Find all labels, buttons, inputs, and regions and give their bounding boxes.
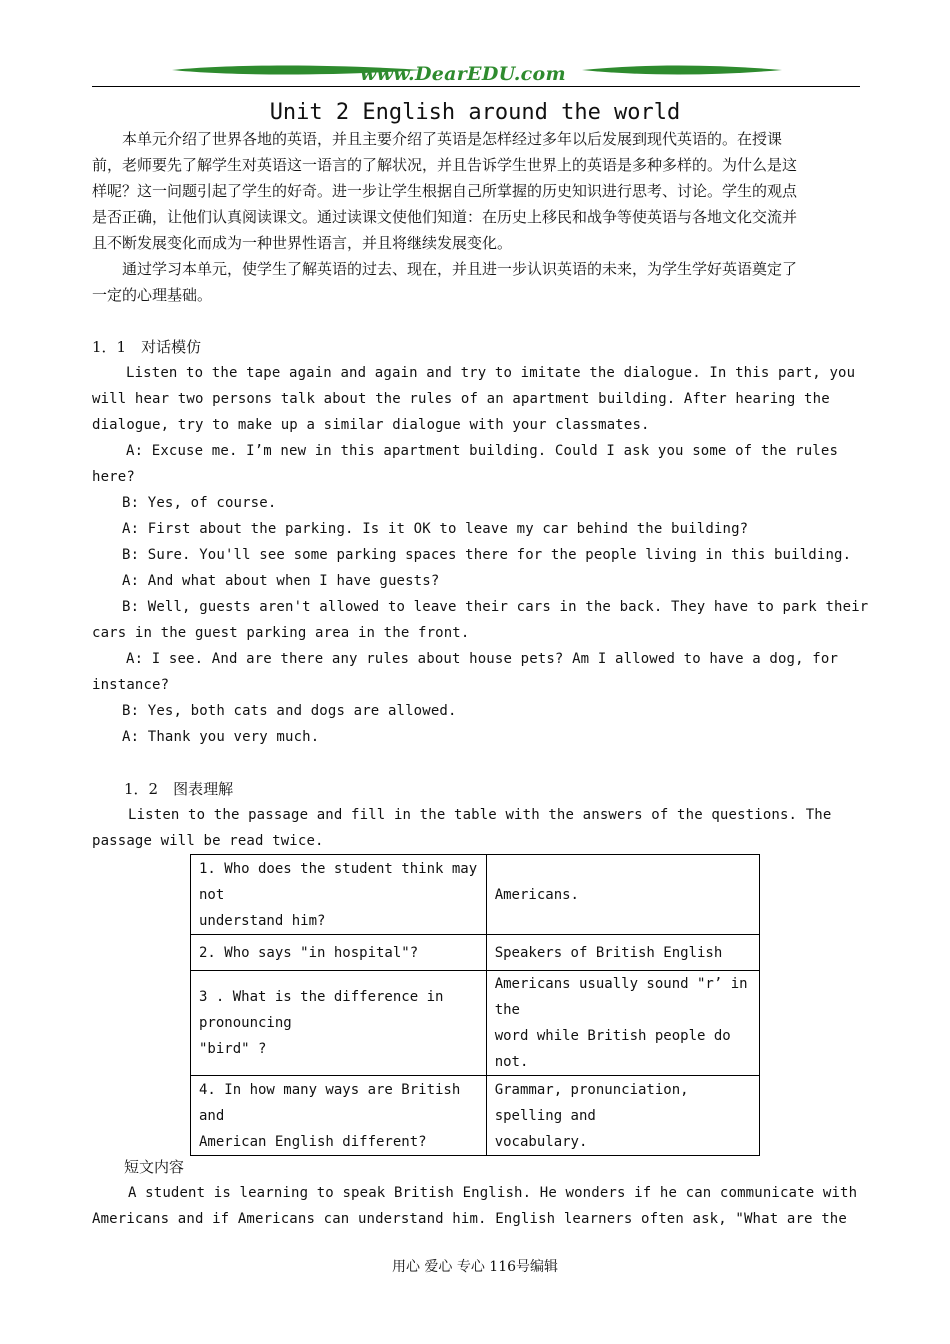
intro-line: 通过学习本单元，使学生了解英语的过去、现在，并且进一步认识英语的未来，为学生学好英语奠定了 (122, 260, 798, 278)
dialogue-line: B: Yes, of course. (122, 495, 277, 511)
cell-text: Americans usually sound "r’ in (494, 976, 748, 992)
cell-text: Grammar, pronunciation, (494, 1081, 689, 1098)
cell-text: the (494, 1002, 520, 1018)
dialogue-line: A: Excuse me. I’m new in this apartment building. Could I ask you some of the rules (126, 443, 839, 459)
cell-text: understand him? (199, 912, 326, 929)
answer-cell (486, 1076, 759, 1156)
intro-line: 是否正确，让他们认真阅读课文。通过读课文使他们知道：在历史上移民和战争等使英语与各地文化交流并 (92, 208, 798, 226)
answer-cell (486, 855, 759, 935)
right-swoosh-icon (582, 64, 782, 76)
cell-text: and (199, 1107, 225, 1124)
intro-line: 本单元介绍了世界各地的英语，并且主要介绍了英语是怎样经过多年以后发展到现代英语的。在授课 (122, 130, 783, 148)
header-rule (92, 86, 860, 87)
page-footer: 用心 爱心 专心 116号编辑 (391, 1259, 559, 1275)
instruction-line: will hear two persons talk about the rules of an apartment building. After hearing the (92, 391, 830, 407)
cell-text: 2. Who says "in hospital"? (199, 944, 419, 961)
cell-text: vocabulary. (494, 1133, 588, 1150)
cell-text: 1. Who does the student think may (199, 860, 478, 877)
cell-text: not (199, 886, 225, 903)
table-row (191, 971, 760, 1076)
cell-text: American English different? (199, 1133, 427, 1150)
dialogue-line: cars in the guest parking area in the front. (92, 625, 470, 641)
intro-line: 样呢？这一问题引起了学生的好奇。进一步让学生根据自己所掌握的历史知识进行思考、讨论。学生的观点 (92, 182, 798, 200)
dialogue-line: here? (92, 469, 135, 485)
cell-text: "bird" ? (199, 1041, 267, 1057)
page-title: Unit 2 English around the world (269, 100, 681, 125)
cell-text: spelling and (494, 1107, 596, 1124)
answer-cell (486, 971, 759, 1076)
header-logo-band (92, 56, 860, 92)
cell-text: Speakers of British English (494, 944, 723, 961)
instruction-line: Listen to the tape again and again and try to imitate the dialogue. In this part, you (126, 365, 856, 381)
table-row (191, 1076, 760, 1156)
dialogue-line: instance? (92, 677, 170, 693)
dialogue-line: A: And what about when I have guests? (122, 573, 440, 589)
question-cell (191, 971, 487, 1076)
cell-text: word while British people do (494, 1028, 731, 1044)
intro-line: 一定的心理基础。 (92, 286, 213, 304)
qa-table (190, 854, 760, 1156)
instruction-line: dialogue, try to make up a similar dialogue with your classmates. (92, 417, 650, 433)
section-heading-passage: 短文内容 (124, 1158, 185, 1176)
instruction-line: passage will be read twice. (92, 833, 324, 849)
answer-cell (486, 935, 759, 971)
cell-text: 3 . What is the difference in (199, 989, 444, 1005)
passage-line: Americans and if Americans can understand him. English learners often ask, "What are the (92, 1211, 847, 1227)
table-row (191, 855, 760, 935)
instruction-line: Listen to the passage and fill in the table with the answers of the questions. The (128, 807, 832, 823)
dialogue-line: A: I see. And are there any rules about house pets? Am I allowed to have a dog, for (126, 651, 839, 667)
section-heading-chart: 1．2 图表理解 (124, 780, 234, 798)
question-cell (191, 855, 487, 935)
passage-line: A student is learning to speak British English. He wonders if he can communicate with (128, 1185, 858, 1201)
dialogue-line: B: Yes, both cats and dogs are allowed. (122, 703, 457, 719)
intro-line: 前，老师要先了解学生对英语这一语言的了解状况，并且告诉学生世界上的英语是多种多样的。为什么是这 (92, 156, 798, 174)
section-heading-dialogue: 1．1 对话模仿 (92, 338, 202, 356)
dialogue-line: A: Thank you very much. (122, 729, 320, 745)
cell-text: 4. In how many ways are British (199, 1081, 461, 1098)
dialogue-line: B: Well, guests aren't allowed to leave their cars in the back. They have to park their (122, 599, 869, 615)
cell-text: not. (494, 1054, 529, 1070)
question-cell (191, 935, 487, 971)
table-row (191, 935, 760, 971)
question-cell (191, 1076, 487, 1156)
dialogue-line: B: Sure. You'll see some parking spaces there for the people living in this building. (122, 547, 852, 563)
cell-text: Americans. (494, 886, 579, 903)
site-logo[interactable]: www.DearEDU.com (360, 63, 566, 85)
intro-line: 且不断发展变化而成为一种世界性语言，并且将继续发展变化。 (92, 234, 513, 252)
cell-text: pronouncing (199, 1015, 292, 1031)
dialogue-line: A: First about the parking. Is it OK to leave my car behind the building? (122, 521, 749, 537)
